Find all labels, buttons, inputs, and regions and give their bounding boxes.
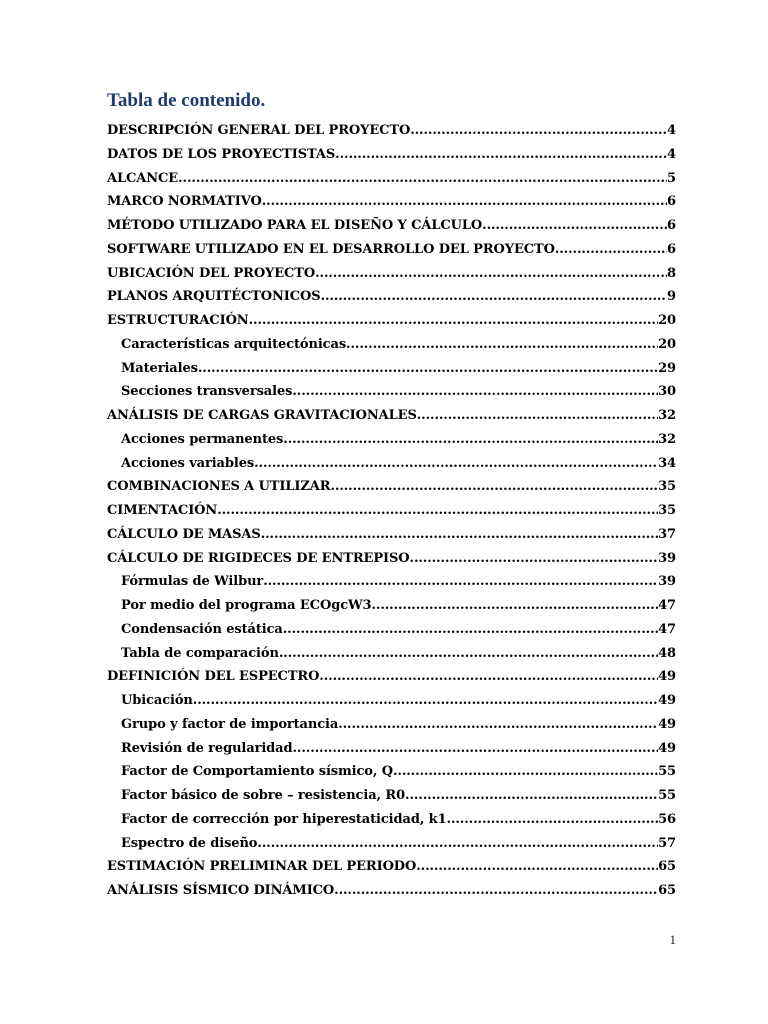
toc-dot-leader (321, 285, 668, 309)
toc-dot-leader (262, 190, 667, 214)
toc-entry[interactable] (107, 523, 676, 547)
toc-entry-label: Por medio del programa ECOgcW3 (121, 598, 372, 613)
toc-entry[interactable] (107, 689, 676, 713)
toc-dot-leader (283, 428, 658, 452)
toc-dot-leader (371, 594, 658, 618)
toc-entry-page: 55 (658, 764, 676, 780)
toc-title: Tabla de contenido. (107, 90, 266, 111)
toc-entry[interactable] (107, 760, 676, 784)
toc-entry-page: 39 (658, 574, 676, 590)
toc-entry[interactable] (107, 499, 676, 523)
toc-entry-label: Características arquitectónicas (121, 336, 347, 352)
toc-entry-page: 29 (658, 360, 676, 376)
toc-entry-page: 49 (658, 740, 676, 756)
toc-dot-leader (283, 618, 658, 642)
toc-dot-leader (338, 713, 658, 737)
toc-entry[interactable] (107, 333, 676, 357)
toc-entry-page: 65 (658, 859, 676, 875)
toc-entry[interactable] (107, 642, 676, 666)
toc-dot-leader (254, 452, 658, 476)
toc-entry[interactable] (107, 618, 676, 642)
toc-dot-leader (257, 832, 658, 856)
toc-dot-leader (393, 760, 658, 784)
toc-dot-leader (482, 214, 667, 238)
toc-entry-label: PLANOS ARQUITÉCTONICOS (107, 289, 321, 305)
toc-dot-leader (319, 665, 658, 689)
toc-entry[interactable] (107, 713, 676, 737)
toc-entry-label: SOFTWARE UTILIZADO EN EL DESARROLLO DEL PROYECTO (107, 241, 555, 257)
toc-entry-page: 20 (658, 313, 676, 328)
toc-dot-leader (292, 380, 658, 404)
toc-entry-page: 32 (658, 408, 676, 423)
toc-dot-leader (417, 404, 658, 428)
toc-dot-leader (334, 879, 658, 903)
toc-dot-leader (410, 547, 659, 571)
toc-entry-page: 65 (658, 883, 676, 898)
toc-dot-leader (330, 475, 658, 499)
toc-entry-page: 47 (658, 598, 676, 613)
toc-dot-leader (261, 523, 658, 547)
toc-entry-page: 48 (658, 645, 676, 661)
toc-entry-page: 5 (667, 170, 676, 186)
toc-entry-page: 34 (658, 455, 676, 471)
toc-entry-label: ESTIMACIÓN PRELIMINAR DEL PERIODO (107, 859, 417, 875)
toc-entry[interactable] (107, 143, 676, 167)
toc-dot-leader (315, 262, 667, 286)
toc-entry-page: 37 (658, 526, 676, 542)
toc-entry-page: 57 (658, 835, 676, 851)
toc-entry[interactable] (107, 832, 676, 856)
toc-entry[interactable] (107, 855, 676, 879)
toc-entry-label: Acciones permanentes (121, 431, 284, 447)
toc-entry-page: 8 (667, 265, 676, 281)
toc-entry-label: COMBINACIONES A UTILIZAR (107, 479, 331, 495)
toc-entry-label: UBICACIÓN DEL PROYECTO (107, 265, 316, 281)
toc-entry[interactable] (107, 784, 676, 808)
toc-entry-label: MARCO NORMATIVO (107, 194, 262, 210)
toc-entry-label: ESTRUCTURACIÓN (107, 313, 249, 328)
toc-entry-page: 49 (658, 716, 676, 732)
toc-entry-label: Tabla de comparación (121, 645, 279, 661)
toc-list (107, 119, 676, 903)
toc-entry-page: 39 (658, 550, 676, 566)
toc-entry[interactable] (107, 404, 676, 428)
toc-entry-label: Factor de corrección por hiperestaticidad, k1 (121, 811, 447, 827)
toc-entry[interactable] (107, 119, 676, 143)
toc-entry[interactable] (107, 570, 676, 594)
page-number: 1 (669, 932, 676, 947)
toc-dot-leader (279, 642, 658, 666)
toc-entry[interactable] (107, 808, 676, 832)
toc-entry[interactable] (107, 285, 676, 309)
toc-entry[interactable] (107, 452, 676, 476)
toc-entry-page: 56 (658, 811, 676, 827)
toc-entry-page: 6 (667, 241, 676, 257)
toc-dot-leader (178, 167, 667, 191)
toc-entry-label: ANÁLISIS DE CARGAS GRAVITACIONALES (107, 408, 417, 423)
toc-entry[interactable] (107, 737, 676, 761)
toc-entry[interactable] (107, 214, 676, 238)
toc-entry-page: 30 (658, 384, 676, 400)
toc-entry-page: 47 (658, 621, 676, 637)
toc-entry-page: 32 (658, 431, 676, 447)
toc-dot-leader (198, 357, 658, 381)
toc-dot-leader (405, 784, 658, 808)
toc-dot-leader (249, 309, 658, 333)
toc-dot-leader (416, 855, 658, 879)
toc-entry[interactable] (107, 547, 676, 571)
toc-entry-page: 6 (667, 218, 676, 233)
toc-entry-label: CÁLCULO DE MASAS (107, 526, 261, 542)
toc-entry-label: Condensación estática (121, 621, 283, 637)
toc-entry-label: CÁLCULO DE RIGIDECES DE ENTREPISO (107, 550, 410, 566)
toc-entry-label: ANÁLISIS SÍSMICO DINÁMICO (107, 883, 335, 898)
toc-dot-leader (346, 333, 658, 357)
toc-entry-page: 4 (667, 123, 676, 138)
toc-entry-label: DEFINICIÓN DEL ESPECTRO (107, 669, 320, 685)
toc-entry[interactable] (107, 428, 676, 452)
toc-entry-page: 9 (667, 289, 676, 305)
toc-entry-label: Fórmulas de Wilbur (121, 574, 264, 590)
toc-entry[interactable] (107, 262, 676, 286)
toc-entry[interactable] (107, 167, 676, 191)
toc-entry[interactable] (107, 190, 676, 214)
toc-entry-label: Revisión de regularidad (121, 740, 293, 756)
toc-dot-leader (193, 689, 658, 713)
toc-entry[interactable] (107, 238, 676, 262)
toc-entry-page: 20 (658, 336, 676, 352)
toc-entry-label: Factor básico de sobre – resistencia, R0 (121, 788, 406, 803)
toc-dot-leader (447, 808, 659, 832)
toc-entry-label: DESCRIPCIÓN GENERAL DEL PROYECTO (107, 123, 411, 138)
toc-entry[interactable] (107, 665, 676, 689)
toc-dot-leader (217, 499, 658, 523)
toc-entry[interactable] (107, 594, 676, 618)
toc-entry-label: Secciones transversales (121, 384, 293, 400)
toc-entry[interactable] (107, 357, 676, 381)
toc-entry[interactable] (107, 309, 676, 333)
toc-entry-label: Materiales (121, 360, 198, 376)
toc-entry-label: DATOS DE LOS PROYECTISTAS (107, 146, 336, 162)
toc-entry-label: Grupo y factor de importancia (121, 716, 339, 732)
toc-entry-label: Factor de Comportamiento sísmico, Q (121, 764, 393, 780)
toc-entry-page: 55 (658, 788, 676, 803)
toc-entry[interactable] (107, 475, 676, 499)
toc-dot-leader (555, 238, 667, 262)
toc-entry-label: Espectro de diseño (121, 835, 258, 851)
toc-entry-label: Acciones variables (121, 455, 255, 471)
toc-entry-page: 35 (658, 503, 676, 518)
toc-entry-label: Ubicación (121, 693, 193, 708)
toc-entry-label: CIMENTACIÓN (107, 503, 218, 518)
toc-entry-page: 4 (667, 146, 676, 162)
toc-entry-label: ALCANCE (107, 170, 179, 186)
toc-entry[interactable] (107, 380, 676, 404)
toc-entry-page: 49 (658, 693, 676, 708)
toc-dot-leader (410, 119, 667, 143)
toc-dot-leader (335, 143, 667, 167)
toc-entry-page: 6 (667, 194, 676, 210)
toc-dot-leader (292, 737, 658, 761)
toc-dot-leader (263, 570, 658, 594)
toc-entry[interactable] (107, 879, 676, 903)
toc-entry-page: 35 (658, 479, 676, 495)
toc-entry-label: MÉTODO UTILIZADO PARA EL DISEÑO Y CÁLCULO (107, 218, 483, 233)
toc-entry-page: 49 (658, 669, 676, 685)
